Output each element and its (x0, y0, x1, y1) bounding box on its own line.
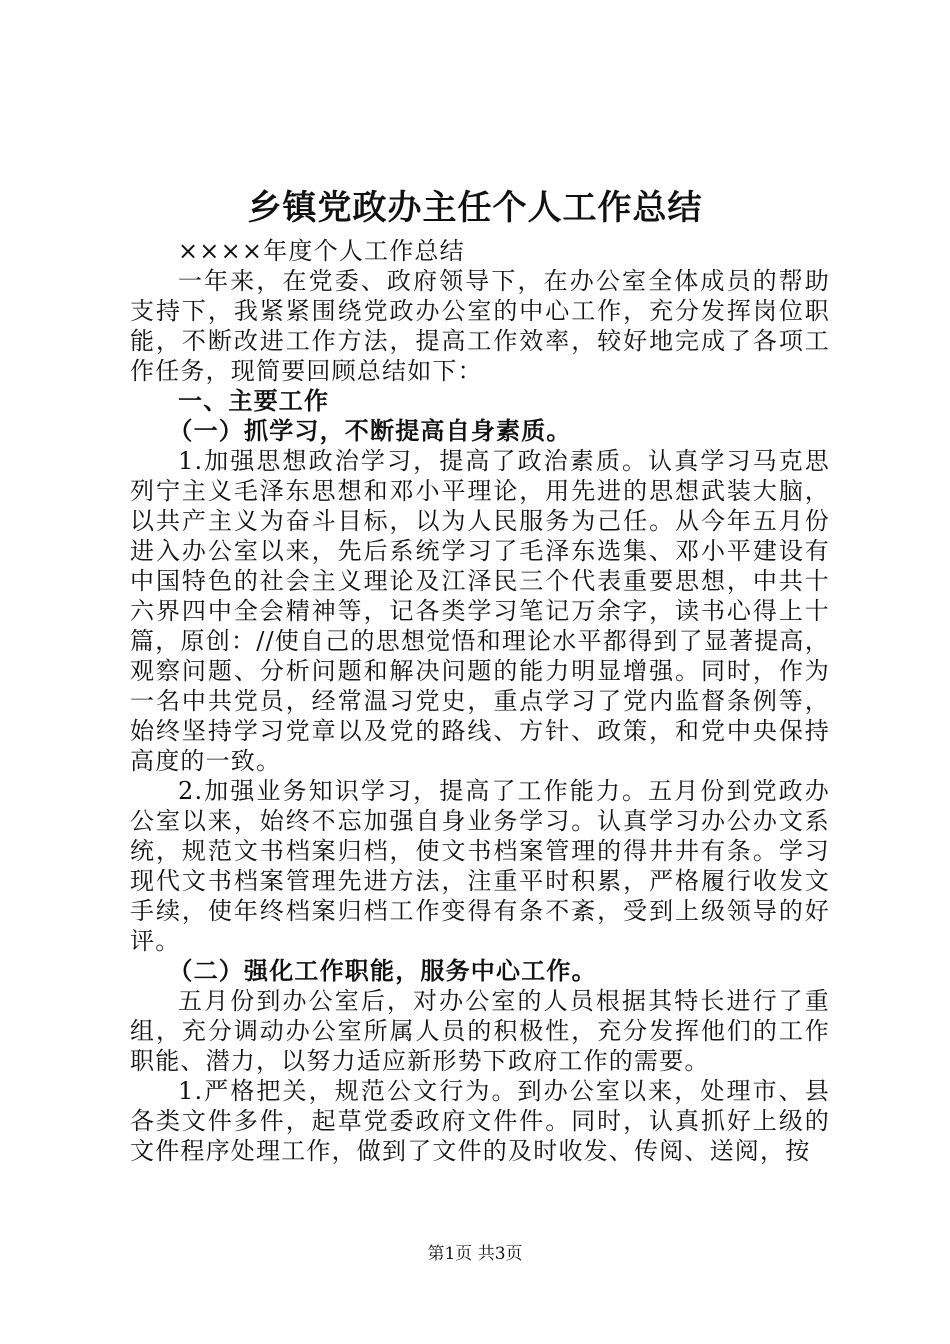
document-body (130, 236, 830, 1166)
document-title: 乡镇党政办主任个人工作总结 (247, 188, 703, 228)
subsection-heading: （一）抓学习，不断提高自身素质。 (168, 417, 572, 445)
paragraph: 五月份到办公室后，对办公室的人员根据其特长进行了重组，充分调动办公室所属人员的积极性，充分发挥他们的工作职能、潜力，以努力适应新形势下政府工作的需要。 (130, 987, 830, 1075)
section-heading: 一、主要工作 (178, 387, 330, 415)
paragraph: ××××年度个人工作总结 (178, 237, 465, 265)
subsection-heading: （二）强化工作职能，服务中心工作。 (168, 957, 597, 985)
paragraph: 一年来，在党委、政府领导下，在办公室全体成员的帮助支持下，我紧紧围绕党政办公室的中心工作，充分发挥岗位职能，不断改进工作方法，提高工作效率，较好地完成了各项工作任务，现简要回顾总结如下： (130, 267, 830, 385)
page-footer: 第1页 共3页 (427, 1244, 523, 1264)
paragraph: 1.严格把关，规范公文行为。到办公室以来，处理市、县各类文件多件，起草党委政府文件件。同时，认真抓好上级的文件程序处理工作，做到了文件的及时收发、传阅、送阅，按 (130, 1077, 830, 1165)
paragraph: 2.加强业务知识学习，提高了工作能力。五月份到党政办公室以来，始终不忘加强自身业务学习。认真学习办公办文系统，规范文书档案归档，使文书档案管理的得井井有条。学习现代文书档案管理先进方法，注重平时积累，严格履行收发文手续，使年终档案归档工作变得有条不紊，受到上级领导的好评。 (130, 777, 830, 955)
paragraph: 1.加强思想政治学习，提高了政治素质。认真学习马克思列宁主义毛泽东思想和邓小平理论，用先进的思想武装大脑，以共产主义为奋斗目标，以为人民服务为己任。从今年五月份进入办公室以来，先后系统学习了毛泽东选集、邓小平建设有中国特色的社会主义理论及江泽民三个代表重要思想，中共十六界四中全会精神等，记各类学习笔记万余字，读书心得上十篇，原创：//使自己的思想觉悟和理论水平都得到了显著提高，观察问题、分析问题和解决问题的能力明显增强。同时，作为一名中共党员，经常温习党史，重点学习了党内监督条例等，始终坚持学习党章以及党的路线、方针、政策，和党中央保持高度的一致。 (130, 447, 830, 775)
